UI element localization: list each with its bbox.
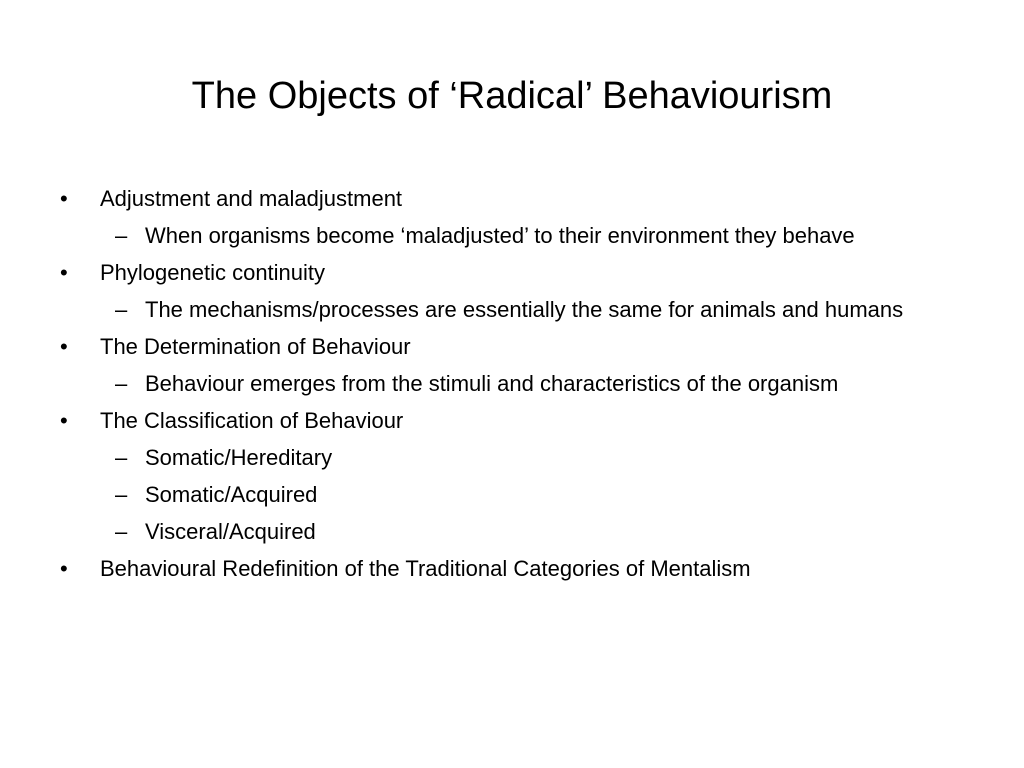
list-item <box>60 406 990 436</box>
sub-list-item-text: Somatic/Hereditary <box>145 445 333 470</box>
dash-marker: – <box>115 297 128 322</box>
list-item-text: Behavioural Redefinition of the Traditional Categories of Mentalism <box>100 556 751 581</box>
bullet-marker: • <box>60 260 68 285</box>
list-item-text: Phylogenetic continuity <box>100 260 326 285</box>
bullet-list <box>60 184 990 591</box>
sub-list-item-text: Behaviour emerges from the stimuli and characteristics of the organism <box>145 371 839 396</box>
bullet-marker: • <box>60 556 68 581</box>
sub-list-item <box>60 369 990 399</box>
bullet-marker: • <box>60 408 68 433</box>
bullet-marker: • <box>60 334 68 359</box>
dash-marker: – <box>115 223 128 248</box>
dash-marker: – <box>115 519 128 544</box>
bullet-marker: • <box>60 186 68 211</box>
sub-list-item <box>60 443 990 473</box>
list-item <box>60 554 990 584</box>
sub-list-item <box>60 480 990 510</box>
sub-list-item-text: Visceral/Acquired <box>145 519 316 544</box>
dash-marker: – <box>115 445 128 470</box>
dash-marker: – <box>115 371 128 396</box>
sub-list-item <box>60 221 990 251</box>
slide-title: The Objects of ‘Radical’ Behaviourism <box>191 75 833 117</box>
dash-marker: – <box>115 482 128 507</box>
list-item <box>60 258 990 288</box>
sub-list-item-text: Somatic/Acquired <box>145 482 318 507</box>
sub-list-item-text: The mechanisms/processes are essentially the same for animals and humans <box>145 297 904 322</box>
sub-list-item <box>60 295 990 325</box>
list-item-text: The Classification of Behaviour <box>100 408 404 433</box>
list-item-text: Adjustment and maladjustment <box>100 186 403 211</box>
sub-list-item-text: When organisms become ‘maladjusted’ to their environment they behave <box>145 223 855 248</box>
sub-list-item <box>60 517 990 547</box>
list-item <box>60 332 990 362</box>
list-item <box>60 184 990 214</box>
list-item-text: The Determination of Behaviour <box>100 334 411 359</box>
